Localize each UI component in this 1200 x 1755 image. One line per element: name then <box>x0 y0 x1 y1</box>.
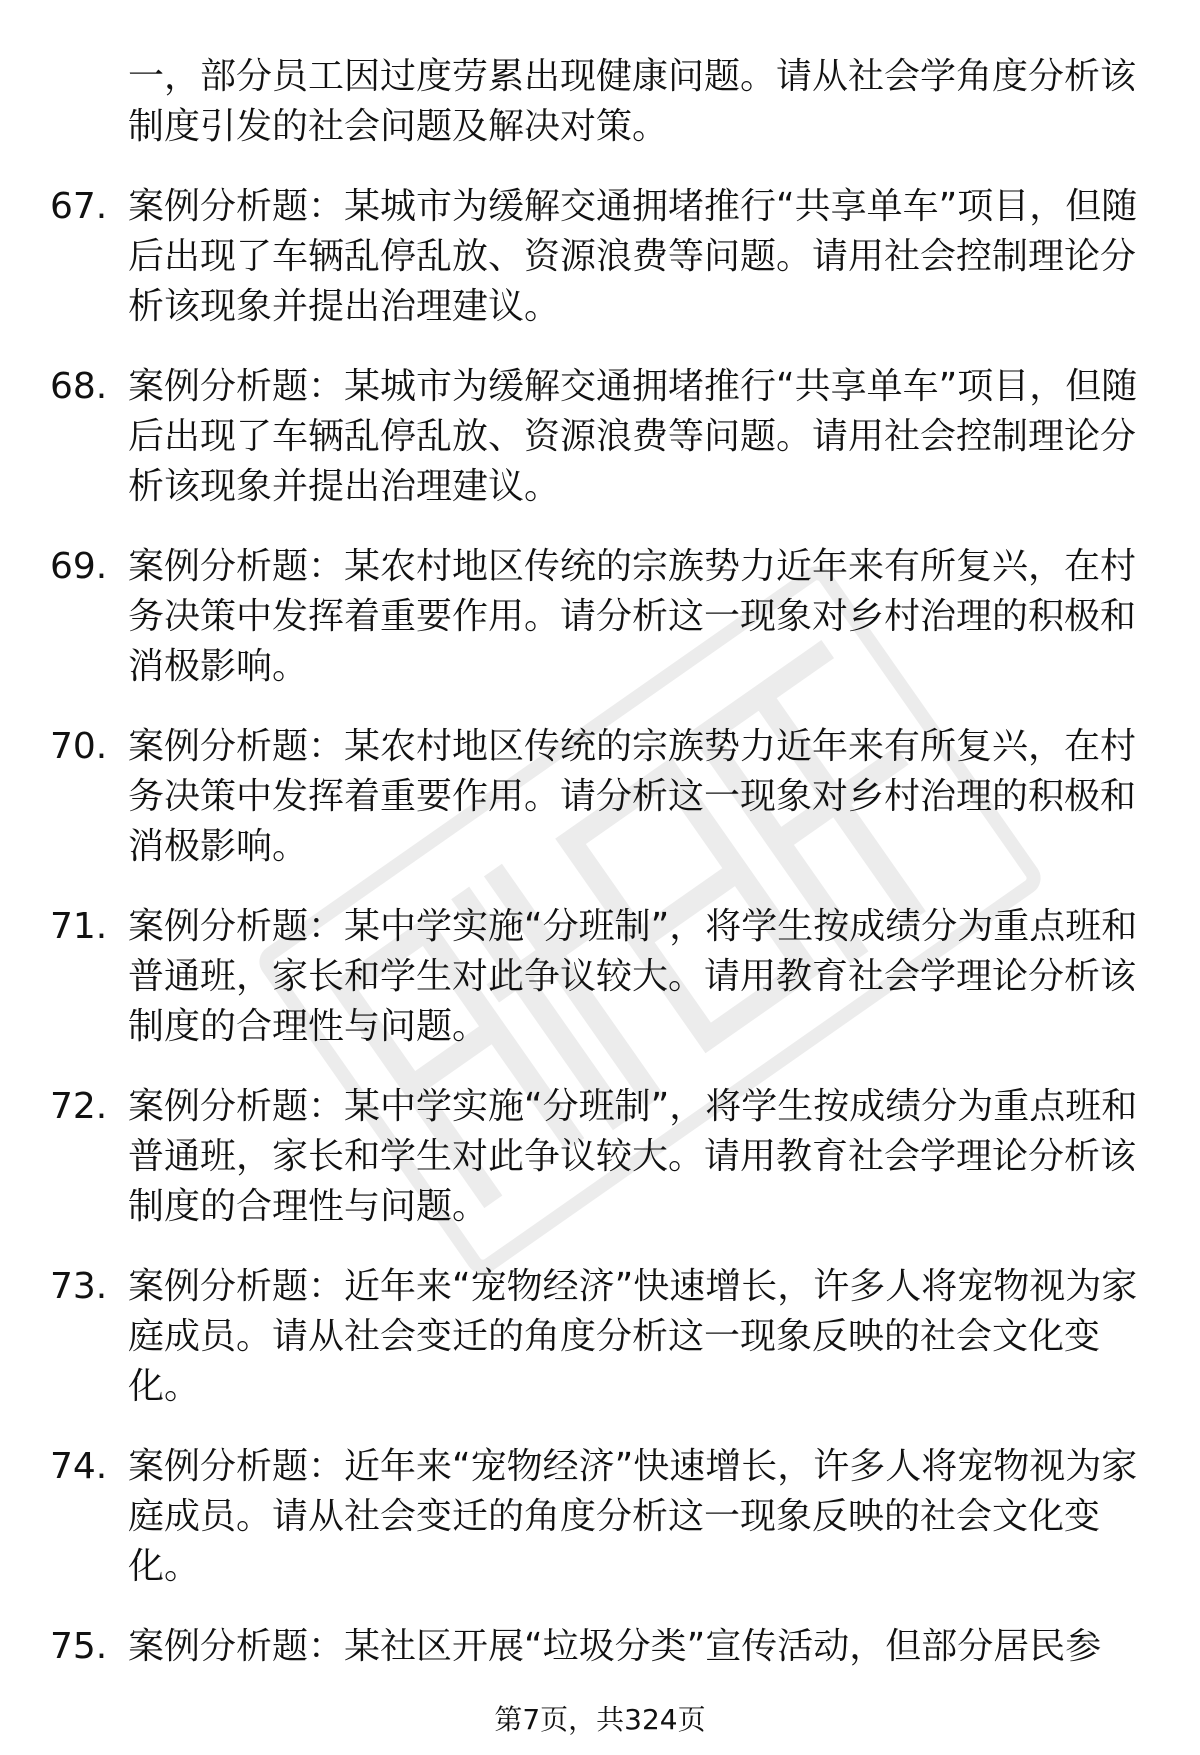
question-item <box>0 902 1200 1052</box>
question-item <box>0 1442 1200 1592</box>
question-item <box>0 542 1200 692</box>
question-item <box>0 1082 1200 1232</box>
question-item <box>0 1622 1200 1672</box>
question-number: 68. <box>50 366 108 407</box>
question-text: 案例分析题：近年来“宠物经济”快速增长，许多人将宠物视为家庭成员。请从社会变迁的角度分析这一现象反映的社会文化变化。 <box>128 1446 1138 1587</box>
question-number: 72. <box>50 1086 108 1127</box>
question-number: 74. <box>50 1446 108 1487</box>
question-item <box>0 1262 1200 1412</box>
question-number: 69. <box>50 546 108 587</box>
question-item <box>0 362 1200 512</box>
question-number: 73. <box>50 1266 108 1307</box>
question-list <box>0 52 1200 1702</box>
question-number: 70. <box>50 726 108 767</box>
page-footer: 第7页，共324页 <box>494 1703 706 1736</box>
question-text: 案例分析题：某城市为缓解交通拥堵推行“共享单车”项目，但随后出现了车辆乱停乱放、资源浪费等问题。请用社会控制理论分析该现象并提出治理建议。 <box>128 366 1138 507</box>
question-text: 案例分析题：某中学实施“分班制”，将学生按成绩分为重点班和普通班，家长和学生对此争议较大。请用教育社会学理论分析该制度的合理性与问题。 <box>128 1086 1138 1227</box>
question-number: 67. <box>50 186 108 227</box>
question-number: 71. <box>50 906 108 947</box>
question-text: 案例分析题：某中学实施“分班制”，将学生按成绩分为重点班和普通班，家长和学生对此争议较大。请用教育社会学理论分析该制度的合理性与问题。 <box>128 906 1138 1047</box>
continued-question-text: 一，部分员工因过度劳累出现健康问题。请从社会学角度分析该制度引发的社会问题及解决对策。 <box>128 56 1137 147</box>
question-text: 案例分析题：近年来“宠物经济”快速增长，许多人将宠物视为家庭成员。请从社会变迁的角度分析这一现象反映的社会文化变化。 <box>128 1266 1138 1407</box>
question-number: 75. <box>50 1626 108 1667</box>
question-text: 案例分析题：某城市为缓解交通拥堵推行“共享单车”项目，但随后出现了车辆乱停乱放、资源浪费等问题。请用社会控制理论分析该现象并提出治理建议。 <box>128 186 1138 327</box>
question-text: 案例分析题：某社区开展“垃圾分类”宣传活动，但部分居民参 <box>128 1626 1102 1667</box>
question-text: 案例分析题：某农村地区传统的宗族势力近年来有所复兴，在村务决策中发挥着重要作用。请分析这一现象对乡村治理的积极和消极影响。 <box>128 546 1137 687</box>
continued-question <box>0 52 1200 152</box>
question-text: 案例分析题：某农村地区传统的宗族势力近年来有所复兴，在村务决策中发挥着重要作用。请分析这一现象对乡村治理的积极和消极影响。 <box>128 726 1137 867</box>
question-item <box>0 182 1200 332</box>
question-item <box>0 722 1200 872</box>
